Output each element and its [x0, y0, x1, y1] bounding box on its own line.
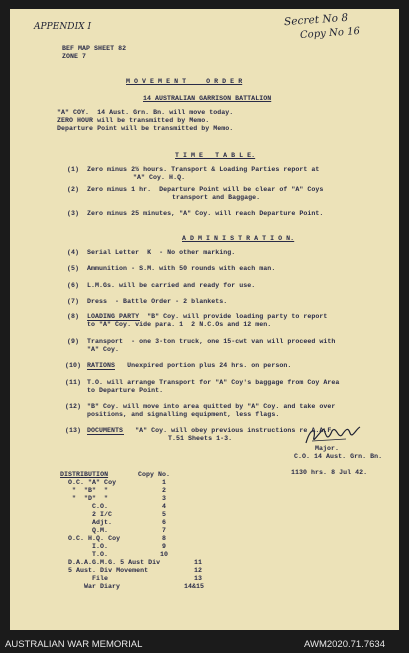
distribution-row-label: C.O. [92, 503, 109, 510]
item-line: "A" Coy. [87, 346, 120, 353]
distribution-row-label: I.O. [92, 543, 109, 550]
item-number: (12) [65, 403, 82, 410]
distribution-row-label: Q.M. [92, 527, 109, 534]
distribution-row-label: " "D" " [68, 495, 109, 502]
distribution-row-label: D.A.A.G.M.G. 5 Aust Div [68, 559, 161, 566]
item-line: Zero minus 25 minutes, "A" Coy. will reach Departure Point. [87, 210, 324, 217]
distribution-row-label: T.O. [92, 551, 109, 558]
item-number: (6) [67, 282, 80, 289]
item-number: (3) [67, 210, 80, 217]
distribution-row-label: O.C. H.Q. Coy [68, 535, 121, 542]
item-line: LOADING PARTY "B" Coy. will provide loading party to report [87, 313, 328, 320]
item-number: (13) [65, 427, 82, 434]
item-number: (4) [67, 249, 80, 256]
distribution-row-copy: 4 [162, 503, 167, 510]
distribution-row-copy: 10 [160, 551, 169, 558]
item-line: Zero minus 2½ hours. Transport & Loading Parties report at [87, 166, 320, 173]
distribution-row-copy: 5 [162, 511, 167, 518]
item-line: RATIONS Unexpired portion plus 24 hrs. on person. [87, 362, 292, 369]
distribution-row-copy: 8 [162, 535, 167, 542]
item-line: "A" Coy. H.Q. [133, 174, 186, 181]
item-number: (10) [65, 362, 82, 369]
distribution-row-copy: 7 [162, 527, 167, 534]
map-sheet: BEF MAP SHEET 82 [62, 45, 127, 52]
time-table-heading: T I M E T A B L E. [175, 152, 256, 159]
item-number: (1) [67, 166, 80, 173]
handwritten-appendix: APPENDIX I [34, 22, 92, 32]
intro-line-1: "A" COY. 14 Aust. Grn. Bn. will move today. [57, 109, 234, 116]
distribution-row-copy: 9 [162, 543, 167, 550]
item-line: positions, and signalling equipment, less flags. [87, 411, 280, 418]
distribution-row-label: War Diary [84, 583, 121, 590]
zone: ZONE 7 [62, 53, 87, 60]
intro-line-3: Departure Point will be transmitted by Memo. [57, 125, 234, 132]
item-line: L.M.Gs. will be carried and ready for use. [87, 282, 256, 289]
item-line: Zero minus 1 hr. Departure Point will be clear of "A" Coys [87, 186, 324, 193]
signature-datetime: 1130 hrs. 8 Jul 42. [291, 469, 368, 476]
signature-rank: Major. [315, 445, 340, 452]
item-number: (9) [67, 338, 80, 345]
footer-accession-number: AWM2020.71.7634 [304, 639, 385, 650]
distribution-row-label: 5 Aust. Div Movement [68, 567, 149, 574]
handwritten-copy-number: Copy No 16 [299, 25, 361, 42]
item-line: Transport - one 3-ton truck, one 15-cwt van will proceed with [87, 338, 336, 345]
signature-unit: C.O. 14 Aust. Grn. Bn. [294, 453, 383, 460]
distribution-row-copy: 11 [194, 559, 203, 566]
item-number: (7) [67, 298, 80, 305]
copy-number-heading: Copy No. [138, 471, 171, 478]
item-number: (2) [67, 186, 80, 193]
distribution-row-copy: 2 [162, 487, 167, 494]
distribution-row-label: " "B" " [68, 487, 109, 494]
item-line: Serial Letter K - No other marking. [87, 249, 236, 256]
item-line: Ammunition - S.M. with 50 rounds with each man. [87, 265, 276, 272]
intro-line-2: ZERO HOUR will be transmitted by Memo. [57, 117, 210, 124]
item-line: "B" Coy. will move into area quitted by "A" Coy. and take over [87, 403, 336, 410]
distribution-heading: DISTRIBUTION [60, 471, 109, 478]
distribution-row-copy: 3 [162, 495, 167, 502]
item-line: to Departure Point. [87, 387, 164, 394]
item-line: to "A" Coy. vide para. 1 2 N.C.Os and 12 men. [87, 321, 272, 328]
item-line: T.51 Sheets 1-3. [168, 435, 233, 442]
distribution-row-copy: 13 [194, 575, 203, 582]
distribution-row-label: Adjt. [92, 519, 113, 526]
handwritten-secret-number: Secret No 8 [283, 11, 349, 29]
distribution-row-copy: 6 [162, 519, 167, 526]
document-page [10, 9, 399, 630]
document-title: M O V E M E N T O R D E R [126, 78, 243, 85]
item-line: T.O. will arrange Transport for "A" Coy's baggage from Coy Area [87, 379, 340, 386]
item-line: Dress - Battle Order - 2 blankets. [87, 298, 228, 305]
distribution-row-label: File [92, 575, 109, 582]
distribution-row-copy: 1 [162, 479, 167, 486]
distribution-row-copy: 12 [194, 567, 203, 574]
rations-underline [87, 369, 115, 370]
archive-footer [0, 634, 409, 653]
item-line: transport and Baggage. [172, 194, 261, 201]
item-number: (11) [65, 379, 82, 386]
administration-heading: A D M I N I S T R A T I O N. [182, 235, 295, 242]
footer-institution: AUSTRALIAN WAR MEMORIAL [5, 639, 143, 650]
item-number: (5) [67, 265, 80, 272]
distribution-row-copy: 14&15 [184, 583, 205, 590]
battalion-title: 14 AUSTRALIAN GARRISON BATTALION [143, 95, 272, 102]
item-number: (8) [67, 313, 80, 320]
distribution-row-label: 2 I/C [92, 511, 113, 518]
distribution-row-label: O.C. "A" Coy [68, 479, 117, 486]
documents-underline [87, 434, 124, 435]
item-line: DOCUMENTS "A" Coy. will obey previous instructions re A.A.F [87, 427, 332, 434]
